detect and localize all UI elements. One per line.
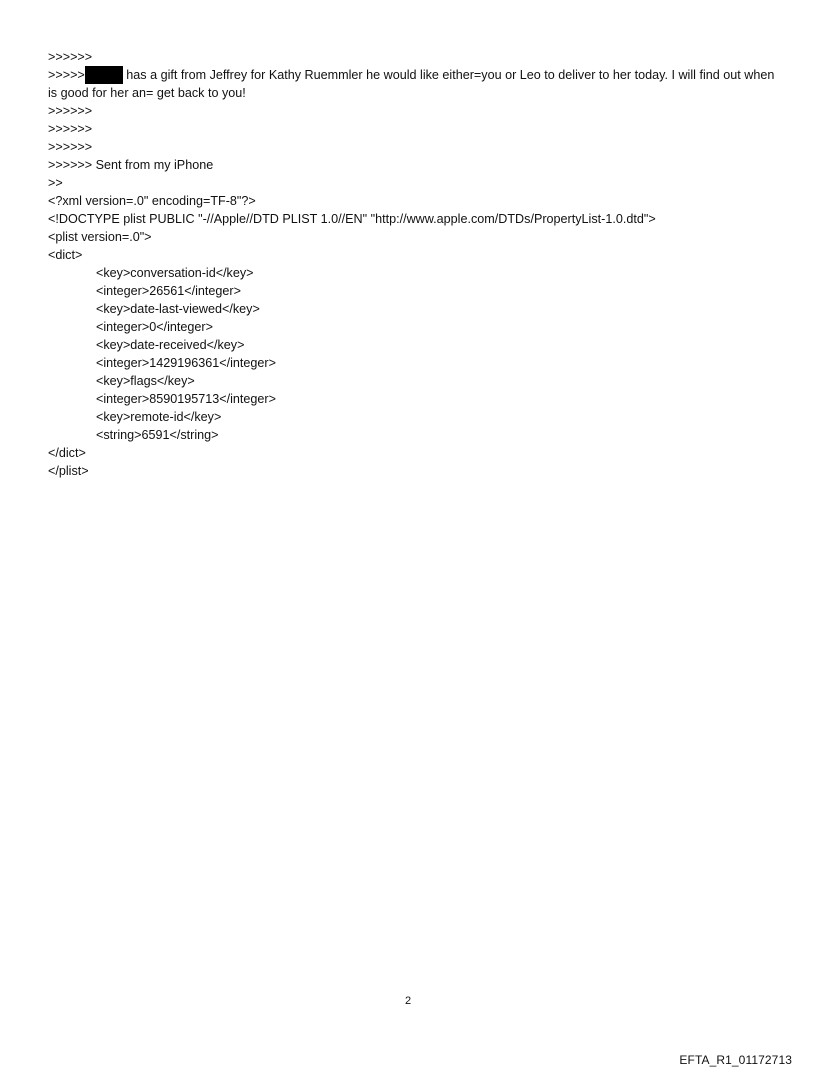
- plist-entry: <key>conversation-id</key>: [96, 266, 254, 280]
- plist-entry: <integer>26561</integer>: [96, 284, 241, 298]
- page-number: 2: [404, 995, 412, 1007]
- redaction-block: [85, 66, 123, 84]
- quote-line: >>>>>>: [48, 122, 93, 136]
- bates-number: EFTA_R1_01172713: [679, 1053, 792, 1067]
- document-body: [48, 48, 778, 480]
- plist-entry: <integer>0</integer>: [96, 320, 213, 334]
- dict-close-tag: </dict>: [48, 446, 86, 460]
- plist-entry: <integer>1429196361</integer>: [96, 356, 276, 370]
- plist-entry: <key>date-received</key>: [96, 338, 245, 352]
- xml-declaration: <?xml version=.0" encoding=TF-8"?>: [48, 194, 256, 208]
- plist-entry: <key>date-last-viewed</key>: [96, 302, 260, 316]
- plist-entry: <key>flags</key>: [96, 374, 195, 388]
- quote-line: >>>>>>: [48, 104, 93, 118]
- quote-message-line: [48, 66, 778, 102]
- quote-line: >>>>>>: [48, 50, 93, 64]
- quote-line: >>>>>>: [48, 140, 93, 154]
- plist-doctype: <!DOCTYPE plist PUBLIC "-//Apple//DTD PLIST 1.0//EN" "http://www.apple.com/DTDs/PropertyList-1.0.dtd">: [48, 212, 656, 226]
- plist-entry: <integer>8590195713</integer>: [96, 392, 276, 406]
- plist-entry: <key>remote-id</key>: [96, 410, 222, 424]
- quote-signature-line: >>>>>> Sent from my iPhone: [48, 158, 214, 172]
- dict-open-tag: <dict>: [48, 248, 83, 262]
- quote-line: >>: [48, 176, 63, 190]
- plist-entry: <string>6591</string>: [96, 428, 219, 442]
- quote-message-text: has a gift from Jeffrey for Kathy Ruemmler he would like either=you or Leo to deliver to her today. I will find out when is good for her an= get back to you!: [48, 68, 778, 100]
- plist-close-tag: </plist>: [48, 464, 89, 478]
- quote-prefix: >>>>>: [48, 68, 85, 82]
- plist-open-tag: <plist version=.0">: [48, 230, 152, 244]
